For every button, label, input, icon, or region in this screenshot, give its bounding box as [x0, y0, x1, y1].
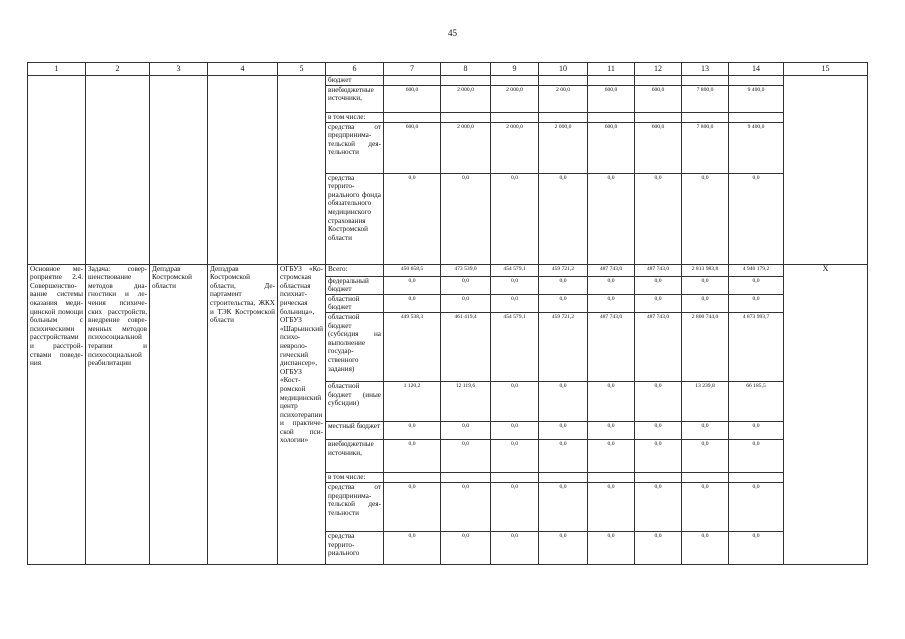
column-header-6: 6: [326, 63, 384, 76]
amount-cell: [384, 76, 441, 86]
funding-source: местный бюджет: [326, 421, 384, 439]
amount-cell: [491, 76, 539, 86]
amount-cell: 0,0: [384, 294, 441, 312]
amount-cell: 4 873 993,7: [729, 312, 784, 381]
amount-cell: 7 800,0: [682, 122, 729, 173]
amount-cell: 487 743,0: [635, 312, 682, 381]
column-header-3: 3: [150, 63, 208, 76]
amount-cell: 0,0: [635, 421, 682, 439]
result-mark: Х: [784, 264, 868, 564]
column-header-10: 10: [539, 63, 588, 76]
amount-cell: 0,0: [441, 482, 491, 531]
amount-cell: 66 185,5: [729, 381, 784, 421]
column-header-11: 11: [588, 63, 635, 76]
amount-cell: [588, 76, 635, 86]
amount-cell: 459 721,2: [539, 264, 588, 276]
amount-cell: 0,0: [491, 294, 539, 312]
activity-task: Задача: совершенствование методов диагностики и лечения психических расстройств, внедрение современных методов психосоциальной терапии и психосоциальной реабилитации: [86, 264, 150, 564]
amount-cell: [441, 76, 491, 86]
amount-cell: 0,0: [441, 439, 491, 472]
amount-cell: 487 743,0: [588, 312, 635, 381]
amount-cell: 2 000,0: [441, 85, 491, 112]
amount-cell: 2 800 744,0: [682, 312, 729, 381]
amount-cell: 454 579,1: [491, 312, 539, 381]
amount-cell: [682, 472, 729, 482]
empty-cell: [278, 76, 326, 265]
amount-cell: 600,0: [588, 122, 635, 173]
amount-cell: 2 813 983,8: [682, 264, 729, 276]
amount-cell: 450 658,5: [384, 264, 441, 276]
amount-cell: 0,0: [682, 439, 729, 472]
amount-cell: 0,0: [588, 294, 635, 312]
amount-cell: 12 119,6: [441, 381, 491, 421]
amount-cell: 2 000,0: [441, 122, 491, 173]
funding-source: средства от предпринимательской деятельности: [326, 122, 384, 173]
amount-cell: 600,0: [588, 85, 635, 112]
amount-cell: 0,0: [491, 173, 539, 264]
amount-cell: [635, 472, 682, 482]
amount-cell: [384, 112, 441, 122]
amount-cell: [539, 472, 588, 482]
amount-cell: 0,0: [539, 294, 588, 312]
amount-cell: 2 000,0: [491, 122, 539, 173]
column-header-12: 12: [635, 63, 682, 76]
empty-cell: [150, 76, 208, 265]
funding-source: Всего:: [326, 264, 384, 276]
amount-cell: 9 400,0: [729, 85, 784, 112]
amount-cell: 600,0: [635, 85, 682, 112]
amount-cell: 0,0: [539, 482, 588, 531]
amount-cell: 0,0: [588, 381, 635, 421]
amount-cell: 0,0: [441, 276, 491, 294]
amount-cell: [491, 112, 539, 122]
amount-cell: 0,0: [384, 276, 441, 294]
empty-cell: [208, 76, 278, 265]
amount-cell: 0,0: [588, 482, 635, 531]
amount-cell: [729, 472, 784, 482]
column-header-14: 14: [729, 63, 784, 76]
funding-source: областной бюджет: [326, 294, 384, 312]
funding-source: внебюджетные источники,: [326, 85, 384, 112]
amount-cell: 461 419,4: [441, 312, 491, 381]
amount-cell: 0,0: [635, 531, 682, 564]
amount-cell: 7 800,0: [682, 85, 729, 112]
column-header-2: 2: [86, 63, 150, 76]
amount-cell: [441, 472, 491, 482]
budget-table: [27, 62, 868, 565]
responsible-executor: Депздрав Костромской области: [150, 264, 208, 564]
funding-source: в том числе:: [326, 472, 384, 482]
amount-cell: 0,0: [539, 531, 588, 564]
column-header-4: 4: [208, 63, 278, 76]
amount-cell: 0,0: [539, 439, 588, 472]
amount-cell: 0,0: [729, 531, 784, 564]
amount-cell: [588, 472, 635, 482]
column-header-8: 8: [441, 63, 491, 76]
amount-cell: [539, 76, 588, 86]
column-header-13: 13: [682, 63, 729, 76]
amount-cell: 473 539,0: [441, 264, 491, 276]
amount-cell: [491, 472, 539, 482]
amount-cell: 0,0: [539, 421, 588, 439]
amount-cell: 449 538,3: [384, 312, 441, 381]
amount-cell: 454 579,1: [491, 264, 539, 276]
amount-cell: 0,0: [539, 276, 588, 294]
amount-cell: 0,0: [491, 276, 539, 294]
amount-cell: 0,0: [588, 421, 635, 439]
amount-cell: [539, 112, 588, 122]
amount-cell: 0,0: [588, 439, 635, 472]
funding-source: средства территориального: [326, 531, 384, 564]
amount-cell: 487 743,0: [588, 264, 635, 276]
amount-cell: 0,0: [539, 381, 588, 421]
amount-cell: 600,0: [635, 122, 682, 173]
amount-cell: 0,0: [491, 421, 539, 439]
amount-cell: 0,0: [635, 276, 682, 294]
amount-cell: 2 00,0: [539, 85, 588, 112]
amount-cell: 0,0: [384, 421, 441, 439]
amount-cell: 0,0: [384, 531, 441, 564]
amount-cell: 2 000,0: [491, 85, 539, 112]
amount-cell: 0,0: [682, 173, 729, 264]
amount-cell: 0,0: [384, 173, 441, 264]
column-header-5: 5: [278, 63, 326, 76]
amount-cell: 0,0: [384, 482, 441, 531]
amount-cell: 0,0: [384, 439, 441, 472]
amount-cell: 0,0: [729, 421, 784, 439]
amount-cell: 0,0: [588, 276, 635, 294]
amount-cell: 600,0: [384, 85, 441, 112]
funding-source: в том числе:: [326, 112, 384, 122]
amount-cell: [729, 112, 784, 122]
column-header-9: 9: [491, 63, 539, 76]
amount-cell: 0,0: [729, 439, 784, 472]
amount-cell: 0,0: [635, 439, 682, 472]
empty-cell: [86, 76, 150, 265]
amount-cell: [729, 76, 784, 86]
amount-cell: 0,0: [635, 173, 682, 264]
funding-source: федеральный бюджет: [326, 276, 384, 294]
empty-cell: [28, 76, 86, 265]
amount-cell: 0,0: [682, 421, 729, 439]
funding-source: средства от предпринимательской деятельности: [326, 482, 384, 531]
amount-cell: 0,0: [491, 531, 539, 564]
amount-cell: [588, 112, 635, 122]
amount-cell: 0,0: [441, 173, 491, 264]
amount-cell: 0,0: [441, 531, 491, 564]
amount-cell: 0,0: [491, 439, 539, 472]
amount-cell: [682, 112, 729, 122]
amount-cell: 0,0: [441, 294, 491, 312]
amount-cell: 9 400,0: [729, 122, 784, 173]
amount-cell: 0,0: [682, 294, 729, 312]
continuation-row: [28, 76, 868, 86]
amount-cell: 0,0: [588, 531, 635, 564]
amount-cell: 2 000,0: [539, 122, 588, 173]
amount-cell: 0,0: [491, 381, 539, 421]
co-executors: Депздрав Костромской области, Департамент строительства, ЖКХ и ТЭК Костромской области: [208, 264, 278, 564]
amount-cell: 0,0: [729, 173, 784, 264]
funding-source: областной бюджет (субсидия на выполнение государственного задания): [326, 312, 384, 381]
amount-cell: 0,0: [729, 482, 784, 531]
amount-cell: [441, 112, 491, 122]
amount-cell: [682, 76, 729, 86]
funding-source: областной бюджет (иные субсидии): [326, 381, 384, 421]
column-header-7: 7: [384, 63, 441, 76]
amount-cell: 0,0: [729, 294, 784, 312]
amount-cell: 0,0: [491, 482, 539, 531]
empty-cell: [784, 76, 868, 265]
header-row: [28, 63, 868, 76]
column-header-1: 1: [28, 63, 86, 76]
amount-cell: 487 743,0: [635, 264, 682, 276]
page-number: 45: [448, 28, 457, 38]
amount-cell: [635, 112, 682, 122]
amount-cell: 0,0: [635, 482, 682, 531]
activity-row: [28, 264, 868, 276]
amount-cell: 1 120,2: [384, 381, 441, 421]
amount-cell: 13 239,8: [682, 381, 729, 421]
amount-cell: 0,0: [635, 381, 682, 421]
amount-cell: 0,0: [441, 421, 491, 439]
amount-cell: 0,0: [729, 276, 784, 294]
funding-source: средства территориального фонда обязательного медицинского страхования Костромской области: [326, 173, 384, 264]
funding-source: внебюджетные источники,: [326, 439, 384, 472]
activity-name: Основное мероприятие 2.4. Совершенствование системы оказания медицинской помощи больным с психическими расстройствами и расстройствами поведения: [28, 264, 86, 564]
column-header-15: 15: [784, 63, 868, 76]
amount-cell: 4 940 179,2: [729, 264, 784, 276]
amount-cell: 600,0: [384, 122, 441, 173]
amount-cell: 0,0: [635, 294, 682, 312]
participants: ОГБУЗ «Костромская областная психиатрическая больница», ОГБУЗ «Шарьинский психоневрологический диспансер», ОГБУЗ «Костромской медицинский центр психотерапии и практической психологии»: [278, 264, 326, 564]
amount-cell: [635, 76, 682, 86]
amount-cell: [384, 472, 441, 482]
amount-cell: 0,0: [588, 173, 635, 264]
amount-cell: 0,0: [682, 276, 729, 294]
amount-cell: 0,0: [682, 531, 729, 564]
amount-cell: 459 721,2: [539, 312, 588, 381]
funding-source: бюджет: [326, 76, 384, 86]
amount-cell: 0,0: [682, 482, 729, 531]
amount-cell: 0,0: [539, 173, 588, 264]
